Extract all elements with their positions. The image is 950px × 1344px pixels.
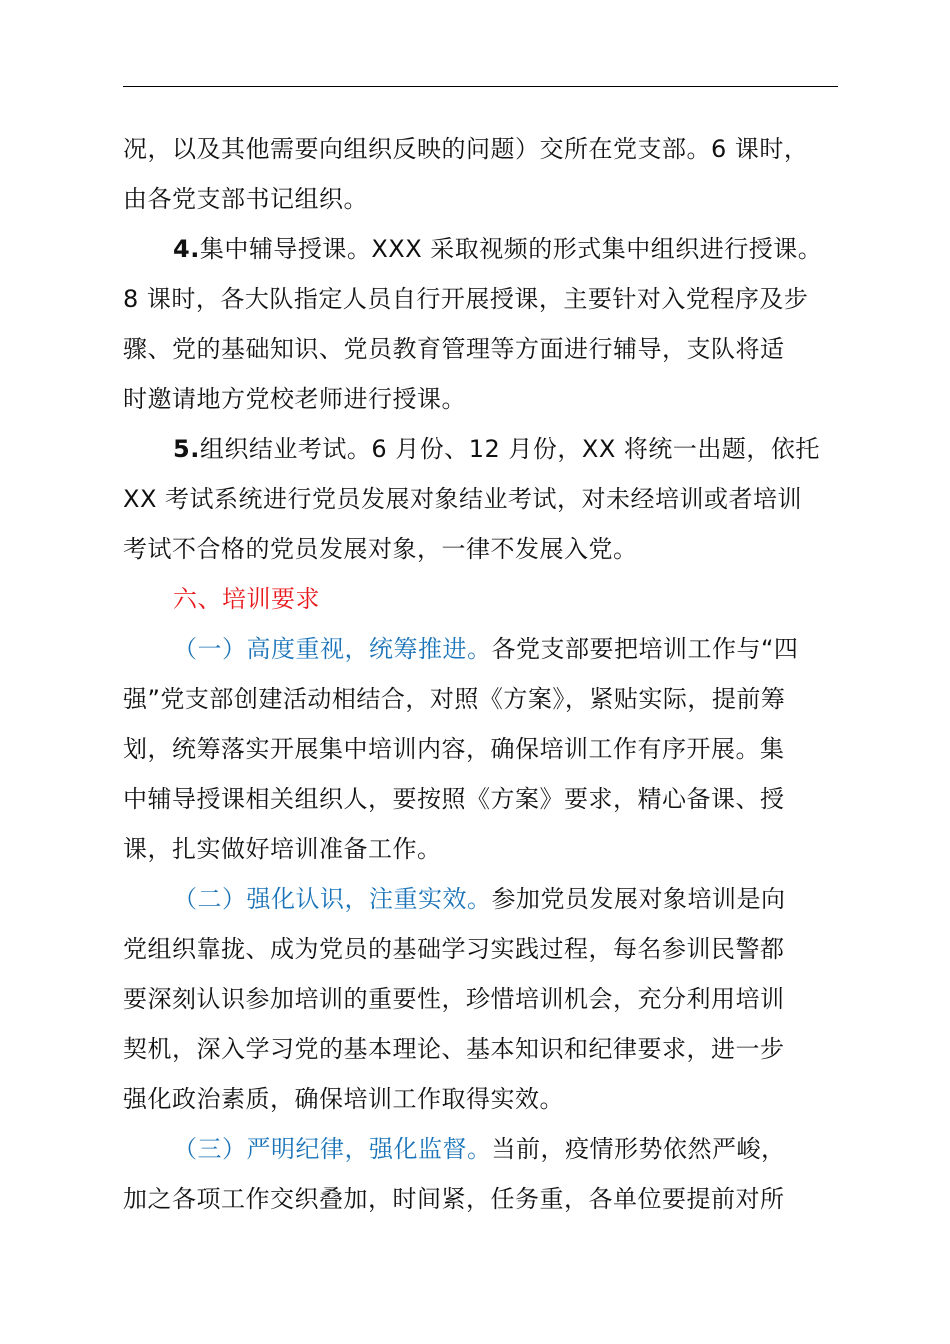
text-line: 加之各项工作交织叠加，时间紧，任务重，各单位要提前对所: [123, 1185, 785, 1213]
text-line: 时邀请地方党校老师进行授课。: [123, 385, 466, 413]
text-line: 况，以及其他需要向组织反映的问题）交所在党支部。6 课时，: [123, 135, 809, 163]
text-line: 契机，深入学习党的基本理论、基本知识和纪律要求，进一步: [123, 1035, 785, 1063]
text-line: 骤、党的基础知识、党员教育管理等方面进行辅导，支队将适: [123, 335, 785, 363]
text-line: 当前，疫情形势依然严峻，: [491, 1135, 786, 1163]
document-body: [123, 124, 838, 1224]
sub-heading: （二）强化认识，注重实效。: [173, 885, 492, 913]
sub-heading: （一）高度重视，统筹推进。: [173, 635, 492, 663]
text-line: 参加党员发展对象培训是向: [491, 885, 786, 913]
text-line: 强化政治素质，确保培训工作取得实效。: [123, 1085, 564, 1113]
text-line: 要深刻认识参加培训的重要性，珍惜培训机会，充分利用培训: [123, 985, 785, 1013]
text-line: 划，统筹落实开展集中培训内容，确保培训工作有序开展。集: [123, 735, 785, 763]
section-heading: 六、培训要求: [173, 585, 320, 613]
text-line: 由各党支部书记组织。: [123, 185, 368, 213]
item-number: 5.: [173, 435, 200, 463]
text-line: 8 课时，各大队指定人员自行开展授课，主要针对入党程序及步: [123, 285, 809, 313]
text-line: 组织结业考试。6 月份、12 月份，XX 将统一出题，依托: [199, 435, 820, 463]
text-line: 强”党支部创建活动相结合，对照《方案》，紧贴实际，提前筹: [123, 685, 786, 713]
text-line: 党组织靠拢、成为党员的基础学习实践过程，每名参训民警都: [123, 935, 785, 963]
header-rule: [123, 86, 838, 87]
paragraph-requirement-1: [123, 624, 838, 874]
text-line: 课，扎实做好培训准备工作。: [123, 835, 442, 863]
paragraph-requirement-2: [123, 874, 838, 1124]
text-line: 中辅导授课相关组织人，要按照《方案》要求，精心备课、授: [123, 785, 785, 813]
paragraph-item-4: [123, 224, 838, 424]
paragraph-continuation: [123, 124, 838, 224]
text-line: 集中辅导授课。XXX 采取视频的形式集中组织进行授课。: [199, 235, 823, 263]
item-number: 4.: [173, 235, 200, 263]
paragraph-item-5: [123, 424, 838, 574]
text-line: 考试不合格的党员发展对象，一律不发展入党。: [123, 535, 638, 563]
text-line: 各党支部要把培训工作与“四: [491, 635, 799, 663]
paragraph-requirement-3: [123, 1124, 838, 1224]
sub-heading: （三）严明纪律，强化监督。: [173, 1135, 492, 1163]
text-line: XX 考试系统进行党员发展对象结业考试，对未经培训或者培训: [123, 485, 803, 513]
